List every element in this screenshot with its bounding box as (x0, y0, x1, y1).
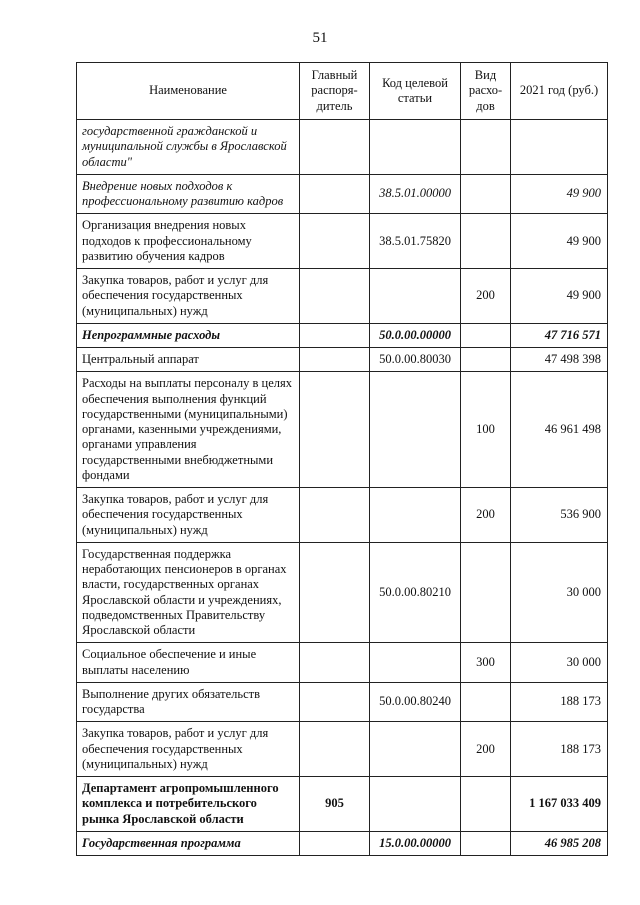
budget-table (76, 62, 608, 856)
row-administrator-cell (300, 682, 370, 722)
table-row (77, 214, 608, 269)
row-amount-cell: 47 716 571 (511, 323, 608, 347)
row-administrator-cell (300, 269, 370, 324)
row-expense-type-cell: 100 (461, 372, 511, 488)
row-name-cell: Государственная поддержка неработающих пенсионеров в органах власти, государственных органах Ярославской области и учреждениях, подведомственных Правительству Ярославской области (77, 542, 300, 643)
row-target-code-cell (370, 269, 461, 324)
row-target-code-cell (370, 722, 461, 777)
row-amount-cell: 49 900 (511, 174, 608, 214)
row-administrator-cell (300, 372, 370, 488)
row-amount-cell: 30 000 (511, 542, 608, 643)
row-expense-type-cell (461, 214, 511, 269)
row-name-cell: Закупка товаров, работ и услуг для обеспечения государственных (муниципальных) нужд (77, 722, 300, 777)
row-administrator-cell (300, 643, 370, 683)
row-expense-type-cell (461, 120, 511, 175)
row-administrator-cell (300, 323, 370, 347)
row-expense-type-cell: 200 (461, 722, 511, 777)
row-name-cell: Центральный аппарат (77, 348, 300, 372)
row-name-cell: Выполнение других обязательств государства (77, 682, 300, 722)
row-expense-type-cell (461, 682, 511, 722)
row-amount-cell: 1 167 033 409 (511, 777, 608, 832)
table-header-row (77, 63, 608, 120)
header-administrator: Главный распоря-дитель (300, 63, 370, 120)
row-expense-type-cell: 200 (461, 488, 511, 543)
row-target-code-cell: 38.5.01.75820 (370, 214, 461, 269)
row-administrator-cell (300, 722, 370, 777)
row-administrator-cell (300, 214, 370, 269)
row-target-code-cell (370, 488, 461, 543)
row-amount-cell: 49 900 (511, 214, 608, 269)
table-row (77, 323, 608, 347)
row-administrator-cell (300, 348, 370, 372)
row-name-cell: Внедрение новых подходов к профессиональному развитию кадров (77, 174, 300, 214)
row-administrator-cell (300, 120, 370, 175)
table-row (77, 542, 608, 643)
row-administrator-cell (300, 174, 370, 214)
table-row (77, 372, 608, 488)
row-target-code-cell: 50.0.00.80030 (370, 348, 461, 372)
row-expense-type-cell: 300 (461, 643, 511, 683)
row-expense-type-cell (461, 777, 511, 832)
table-row (77, 777, 608, 832)
table-row (77, 682, 608, 722)
row-amount-cell (511, 120, 608, 175)
header-target-code: Код целевой статьи (370, 63, 461, 120)
table-body (77, 120, 608, 856)
row-target-code-cell (370, 372, 461, 488)
row-name-cell: Непрограммные расходы (77, 323, 300, 347)
table-row (77, 831, 608, 855)
row-target-code-cell: 50.0.00.00000 (370, 323, 461, 347)
row-expense-type-cell (461, 542, 511, 643)
row-target-code-cell (370, 120, 461, 175)
row-target-code-cell (370, 777, 461, 832)
row-name-cell: Расходы на выплаты персоналу в целях обеспечения выполнения функций государственными (муниципальными) органами, казенными учреждениями, органами управления государственными внебюджетными фондами (77, 372, 300, 488)
row-amount-cell: 49 900 (511, 269, 608, 324)
table-row (77, 722, 608, 777)
row-administrator-cell (300, 542, 370, 643)
table-row (77, 269, 608, 324)
row-amount-cell: 46 985 208 (511, 831, 608, 855)
header-name: Наименование (77, 63, 300, 120)
row-amount-cell: 47 498 398 (511, 348, 608, 372)
row-expense-type-cell (461, 348, 511, 372)
row-target-code-cell: 15.0.00.00000 (370, 831, 461, 855)
row-amount-cell: 46 961 498 (511, 372, 608, 488)
header-expense-type: Вид расхо-дов (461, 63, 511, 120)
row-name-cell: Государственная программа (77, 831, 300, 855)
row-administrator-cell (300, 488, 370, 543)
row-expense-type-cell (461, 831, 511, 855)
table-row (77, 488, 608, 543)
row-target-code-cell: 50.0.00.80240 (370, 682, 461, 722)
table-row (77, 643, 608, 683)
row-target-code-cell: 38.5.01.00000 (370, 174, 461, 214)
row-name-cell: Закупка товаров, работ и услуг для обеспечения государственных (муниципальных) нужд (77, 269, 300, 324)
row-administrator-cell: 905 (300, 777, 370, 832)
row-name-cell: Организация внедрения новых подходов к профессиональному развитию обучения кадров (77, 214, 300, 269)
row-target-code-cell (370, 643, 461, 683)
row-amount-cell: 30 000 (511, 643, 608, 683)
page-number: 51 (312, 30, 328, 46)
row-name-cell: Департамент агропромышленного комплекса и потребительского рынка Ярославской области (77, 777, 300, 832)
header-amount: 2021 год (руб.) (511, 63, 608, 120)
row-expense-type-cell (461, 174, 511, 214)
row-name-cell: Закупка товаров, работ и услуг для обеспечения государственных (муниципальных) нужд (77, 488, 300, 543)
row-name-cell: государственной гражданской и муниципальной службы в Ярославской области" (77, 120, 300, 175)
row-administrator-cell (300, 831, 370, 855)
table-row (77, 174, 608, 214)
row-amount-cell: 188 173 (511, 682, 608, 722)
row-amount-cell: 188 173 (511, 722, 608, 777)
row-target-code-cell: 50.0.00.80210 (370, 542, 461, 643)
row-expense-type-cell (461, 323, 511, 347)
row-expense-type-cell: 200 (461, 269, 511, 324)
row-name-cell: Социальное обеспечение и иные выплаты населению (77, 643, 300, 683)
row-amount-cell: 536 900 (511, 488, 608, 543)
table-row (77, 348, 608, 372)
table-row (77, 120, 608, 175)
